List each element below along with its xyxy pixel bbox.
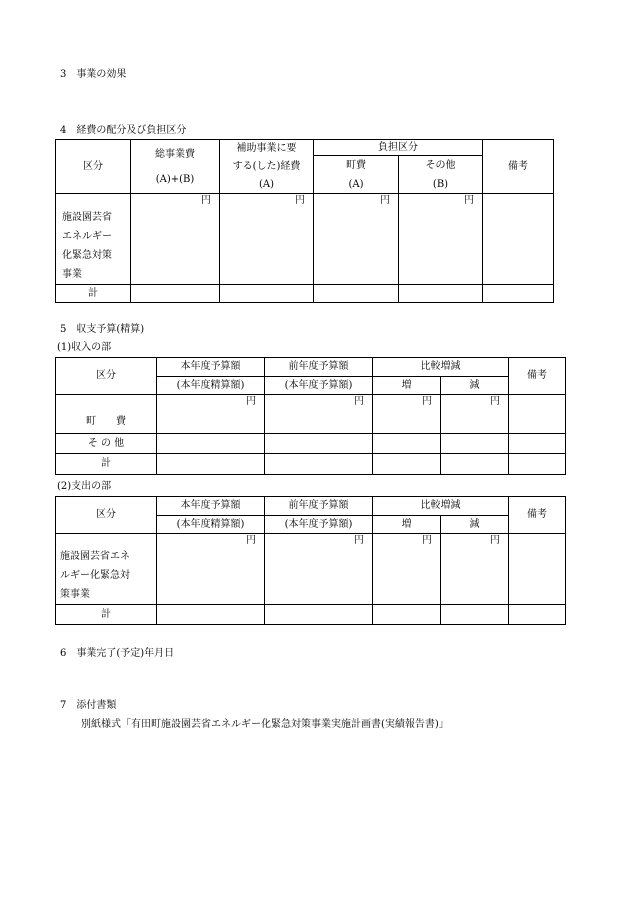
income-header-previous-line1: 前年度予算額 bbox=[265, 358, 373, 377]
income-header-current-line2: (本年度精算額) bbox=[157, 377, 265, 395]
expense-row-label-line1: 施設園芸省エネ bbox=[60, 551, 130, 562]
expense-table bbox=[55, 496, 566, 625]
expense-row-label-line3: 策事業 bbox=[60, 589, 90, 600]
header-town-line1: 町費 bbox=[346, 159, 366, 171]
expense-cell bbox=[157, 605, 265, 625]
header-subsidy-line2: する(した)経費 bbox=[232, 161, 301, 172]
income-cell bbox=[265, 434, 373, 454]
header-total-cost-line1: 総事業費 bbox=[155, 148, 195, 160]
expense-header-compare: 比較増減 bbox=[373, 497, 509, 516]
income-cell bbox=[373, 454, 441, 475]
header-town-line2: (A) bbox=[348, 178, 364, 190]
section-7-body: 別紙様式「有田町施設園芸省エネルギー化緊急対策事業実施計画書(実績報告書)」 bbox=[81, 719, 449, 730]
total-cell bbox=[399, 285, 483, 303]
expense-row-project-label bbox=[56, 534, 157, 605]
income-row-other-label: そ の 他 bbox=[56, 434, 157, 454]
header-burden: 負担区分 bbox=[314, 140, 483, 156]
expense-header-remarks: 備考 bbox=[509, 497, 566, 534]
cell-town-cost: 円 bbox=[314, 194, 399, 285]
expense-header-previous-line1: 前年度予算額 bbox=[265, 497, 373, 516]
income-cell bbox=[509, 434, 566, 454]
income-cell bbox=[509, 454, 566, 475]
total-cell bbox=[483, 285, 554, 303]
total-cell bbox=[314, 285, 399, 303]
income-cell-remarks bbox=[509, 395, 566, 434]
row-project-label-line3: 化緊急対策 bbox=[62, 250, 112, 261]
income-cell-increase: 円 bbox=[373, 395, 441, 434]
cell-total-cost: 円 bbox=[131, 194, 220, 285]
expense-row-label-line2: ルギー化緊急対 bbox=[60, 570, 130, 581]
expense-cell-increase: 円 bbox=[373, 534, 441, 605]
income-cell-decrease: 円 bbox=[441, 395, 509, 434]
expense-header-kubun: 区分 bbox=[56, 497, 157, 534]
income-header-compare: 比較増減 bbox=[373, 358, 509, 377]
income-cell-current: 円 bbox=[157, 395, 265, 434]
row-project-label bbox=[56, 194, 131, 285]
header-other-line1: その他 bbox=[425, 159, 456, 171]
cell-subsidy-cost: 円 bbox=[220, 194, 314, 285]
header-kubun: 区分 bbox=[56, 140, 131, 194]
income-header-remarks: 備考 bbox=[509, 358, 566, 395]
section-7-title: 7 添付書類 bbox=[60, 700, 117, 711]
expense-title: (2)支出の部 bbox=[57, 481, 112, 492]
expense-cell bbox=[265, 605, 373, 625]
total-cell bbox=[220, 285, 314, 303]
income-header-current-line1: 本年度予算額 bbox=[157, 358, 265, 377]
total-cell bbox=[131, 285, 220, 303]
row-project-label-line4: 事業 bbox=[62, 269, 82, 280]
header-other-line2: (B) bbox=[432, 178, 449, 190]
header-subsidy-cost bbox=[220, 140, 314, 194]
row-total-label: 計 bbox=[56, 285, 131, 303]
income-header-previous-line2: (本年度予算額) bbox=[265, 377, 373, 395]
expense-cell-decrease: 円 bbox=[441, 534, 509, 605]
expense-header-current-line2: (本年度精算額) bbox=[157, 516, 265, 534]
expense-cell-previous: 円 bbox=[265, 534, 373, 605]
income-row-town-label: 町 費 bbox=[56, 395, 157, 434]
expense-cell bbox=[441, 605, 509, 625]
income-header-increase: 増 bbox=[373, 377, 441, 395]
section-3-title: 3 事業の効果 bbox=[60, 69, 127, 80]
expense-cell bbox=[373, 605, 441, 625]
expense-row-total-label: 計 bbox=[56, 605, 157, 625]
income-cell bbox=[373, 434, 441, 454]
header-total-cost-line2: (A)+(B) bbox=[155, 173, 195, 185]
section-6-title: 6 事業完了(予定)年月日 bbox=[60, 648, 175, 659]
expense-cell-remarks bbox=[509, 534, 566, 605]
header-total-cost bbox=[131, 140, 220, 194]
expense-cell bbox=[509, 605, 566, 625]
income-cell bbox=[265, 454, 373, 475]
income-cell-previous: 円 bbox=[265, 395, 373, 434]
row-project-label-line1: 施設園芸省 bbox=[62, 212, 112, 223]
section-5-title: 5 収支予算(精算) bbox=[60, 324, 145, 335]
expense-header-current-line1: 本年度予算額 bbox=[157, 497, 265, 516]
expense-cell-current: 円 bbox=[157, 534, 265, 605]
income-header-decrease: 減 bbox=[441, 377, 509, 395]
header-subsidy-line3: (A) bbox=[258, 179, 275, 190]
cell-other: 円 bbox=[399, 194, 483, 285]
income-table bbox=[55, 357, 566, 475]
income-cell bbox=[441, 454, 509, 475]
expense-header-decrease: 減 bbox=[441, 516, 509, 534]
income-title: (1)収入の部 bbox=[57, 342, 112, 353]
income-cell bbox=[157, 434, 265, 454]
section-4-title: 4 経費の配分及び負担区分 bbox=[60, 125, 187, 136]
header-other bbox=[399, 156, 483, 194]
header-subsidy-line1: 補助事業に要 bbox=[236, 143, 297, 154]
expense-header-previous-line2: (本年度予算額) bbox=[265, 516, 373, 534]
income-row-total-label: 計 bbox=[56, 454, 157, 475]
expense-allocation-table bbox=[55, 139, 554, 303]
header-town-cost bbox=[314, 156, 399, 194]
header-remarks: 備考 bbox=[483, 140, 554, 194]
row-project-label-line2: エネルギー bbox=[62, 231, 112, 242]
income-cell bbox=[441, 434, 509, 454]
income-cell bbox=[157, 454, 265, 475]
expense-header-increase: 増 bbox=[373, 516, 441, 534]
income-header-kubun: 区分 bbox=[56, 358, 157, 395]
cell-remarks bbox=[483, 194, 554, 285]
